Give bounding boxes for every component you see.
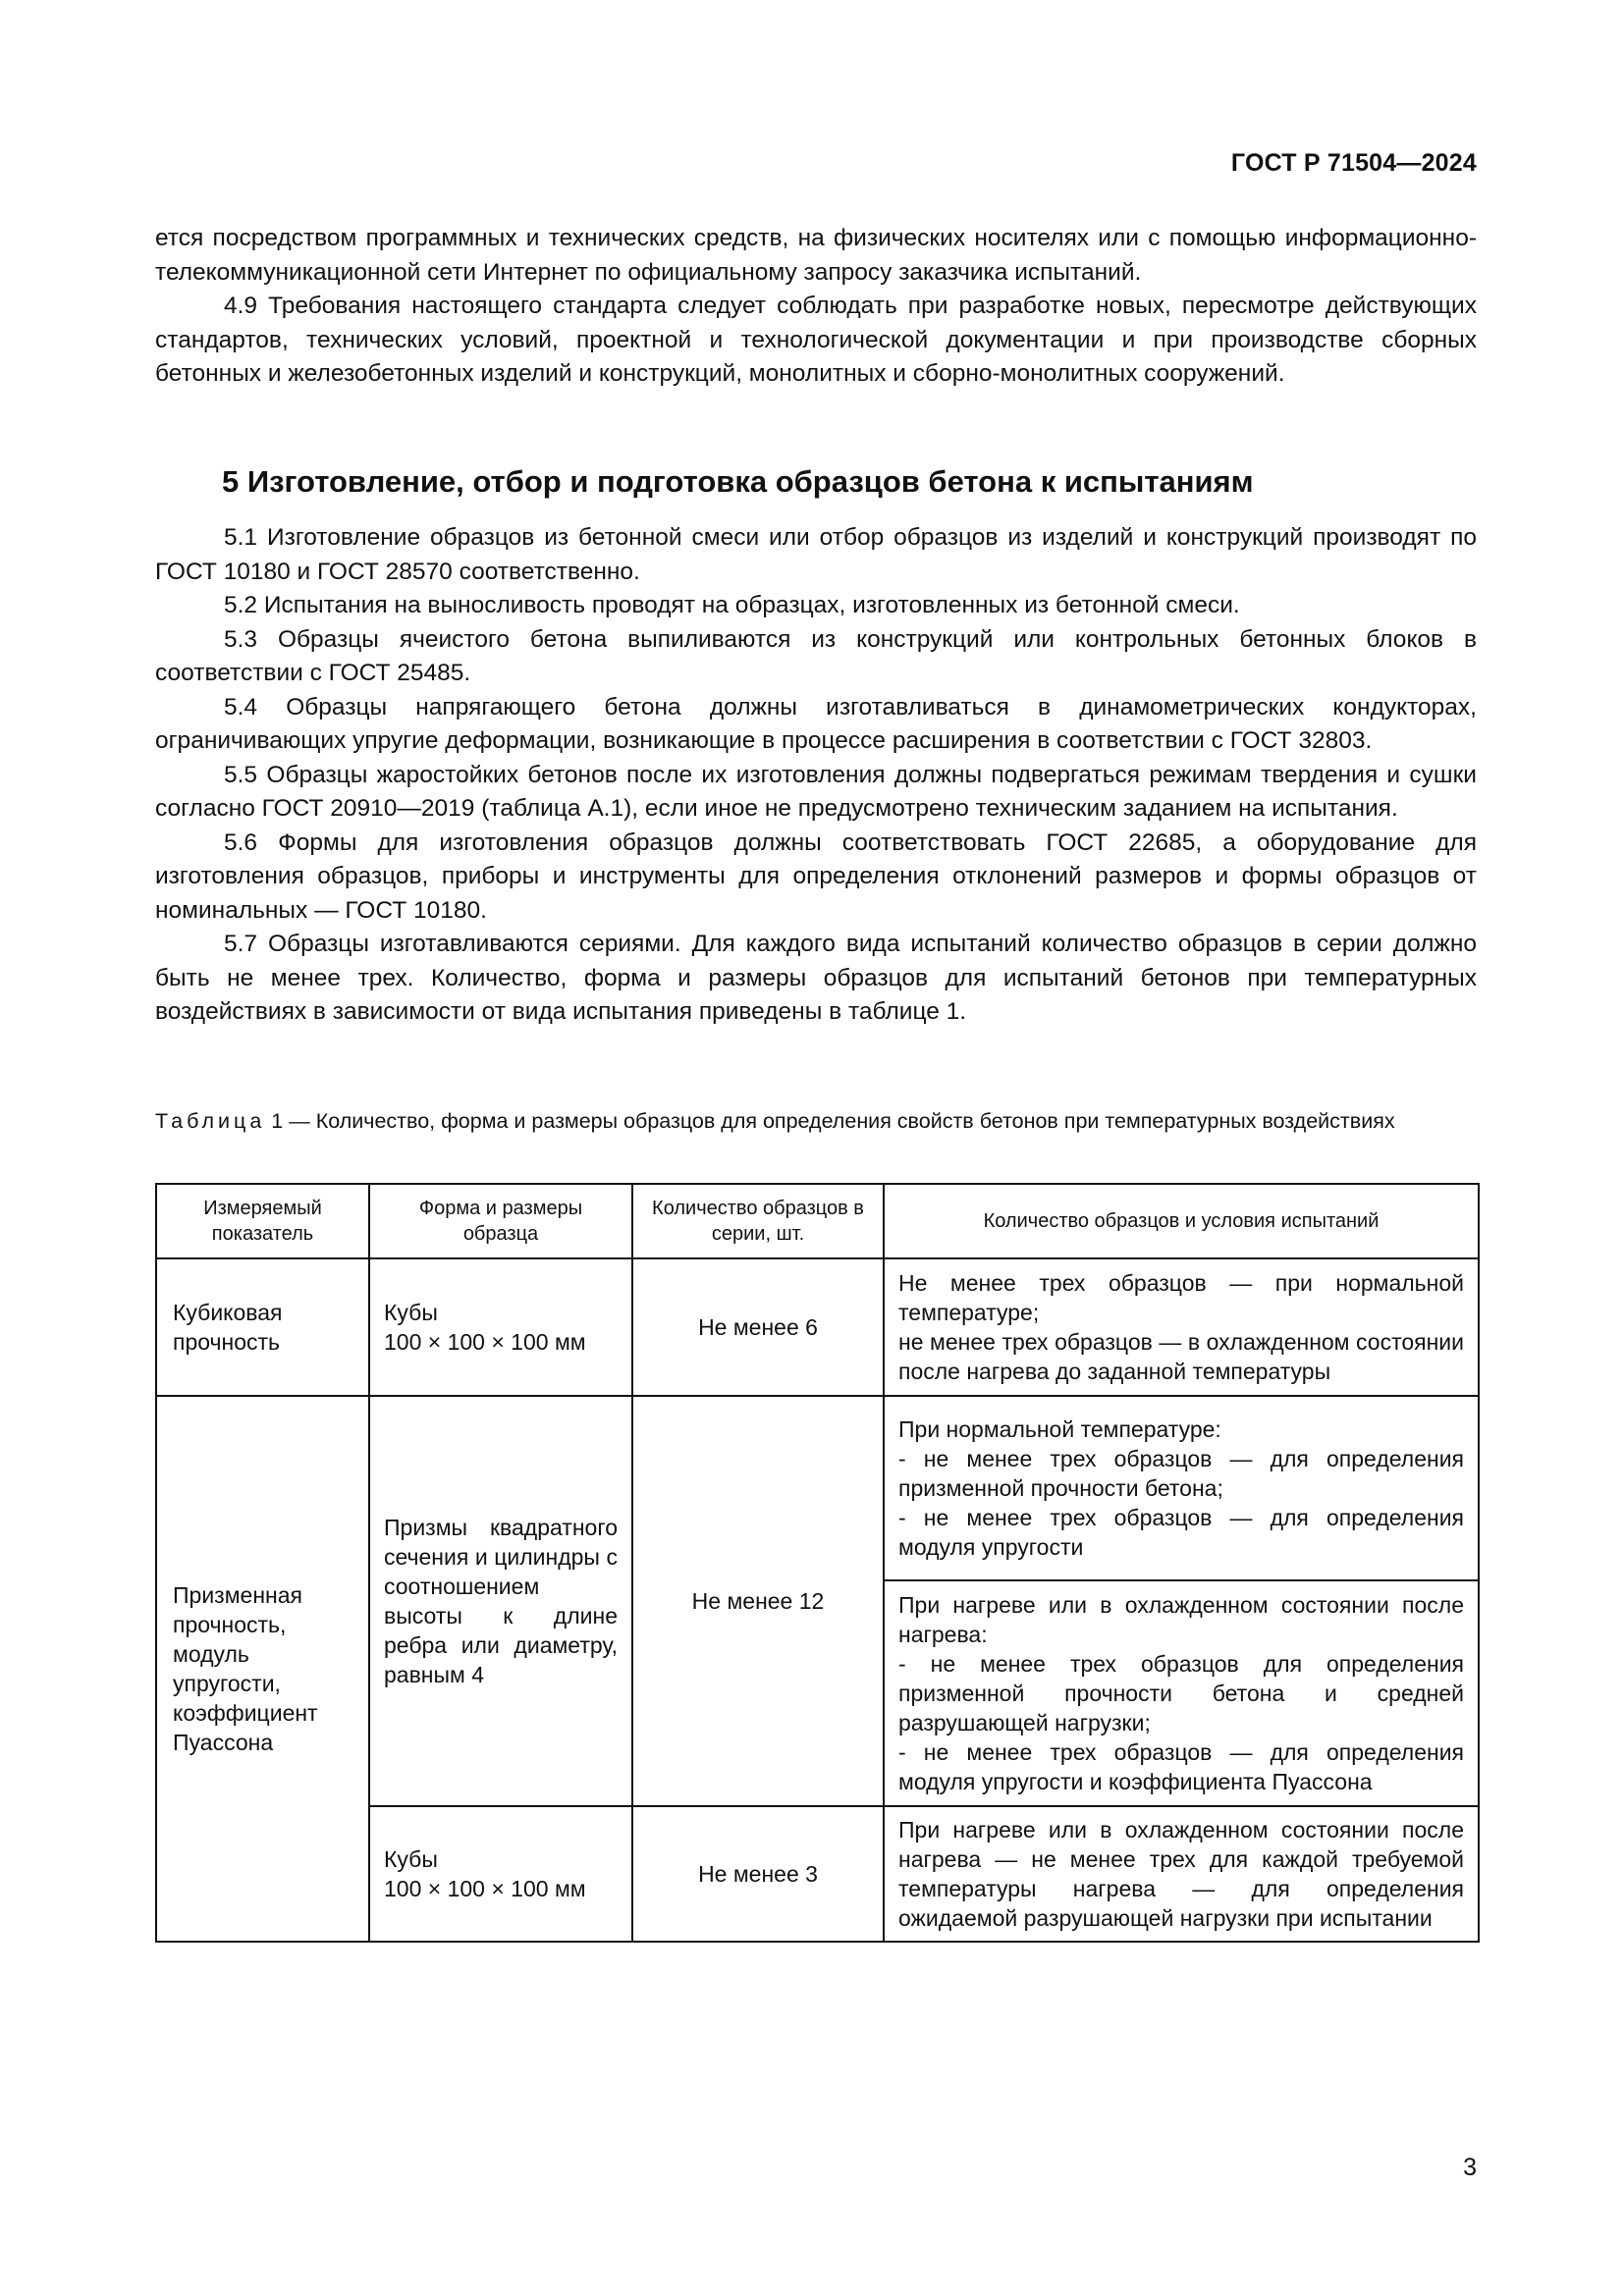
paragraph-5-5: 5.5 Образцы жаростойких бетонов после их изготовления должны подвергаться режимам твердения и сушки согласно ГОСТ 20910—2019 (таблица А.1), если иное не предусмотрено техническим заданием на испытания. [155,761,1477,822]
header-conditions: Количество образцов и условия испытаний [884,1184,1479,1258]
cell-form-prism: Призмы квадратного сечения и цилиндры с соотношением высоты к длине ребра или диаметру, равным 4 [369,1396,632,1806]
paragraph-5-1: 5.1 Изготовление образцов из бетонной смеси или отбор образцов из изделий и конструкций производят по ГОСТ 10180 и ГОСТ 28570 соответственно. [155,524,1477,585]
section-5-title: 5 Изготовление, отбор и подготовка образцов бетона к испытаниям [222,464,1254,499]
cell-count-prism: Не менее 12 [632,1396,884,1806]
cell-form-cube-line2: 100 × 100 × 100 мм [384,1876,586,1901]
cell-form-cube [369,1806,632,1942]
paragraph-4-8-tail: ется посредством программных и технических средств, на физических носителях или с помощью информационно-телекоммуникационной сети Интернет по официальному запросу заказчика испытаний. [155,225,1477,286]
header-indicator: Измеряемый показатель [156,1184,369,1258]
cell-indicator: Кубиковая прочность [156,1258,369,1396]
header-form: Форма и размеры образца [369,1184,632,1258]
table-row-cube-strength [156,1258,1479,1396]
continuation-text [155,222,1477,392]
paragraph-5-4: 5.4 Образцы напрягающего бетона должны изготавливаться в динамометрических кондукторах, ограничивающих упругие деформации, возникающие в процессе расширения в соответствии с ГОСТ 32803. [155,693,1477,754]
table-caption-label: Таблица [155,1109,266,1133]
cell-conditions-heated: При нагреве или в охлажденном состоянии после нагрева: - не менее трех образцов для определения призменной прочности бетона и средней разрушающей нагрузки; - не менее трех образцов — для определения модуля упругости и коэффициента Пуассона [884,1580,1479,1806]
table-header-row [156,1184,1479,1258]
cell-count: Не менее 6 [632,1258,884,1396]
cell-count-cube: Не менее 3 [632,1806,884,1942]
table-caption-text: 1 — Количество, форма и размеры образцов для определения свойств бетонов при температурных воздействиях [265,1109,1395,1133]
table-caption [155,1107,1477,1136]
paragraph-4-9: 4.9 Требования настоящего стандарта следует соблюдать при разработке новых, пересмотре действующих стандартов, технических условий, проектной и технологической документации и при производстве сборных бетонных и железобетонных изделий и конструкций, монолитных и сборно-монолитных сооружений. [155,293,1477,387]
cell-conditions-cube: При нагреве или в охлажденном состоянии после нагрева — не менее трех для каждой требуемой температуры нагрева — для определения ожидаемой разрушающей нагрузки при испытании [884,1806,1479,1942]
paragraph-5-6: 5.6 Формы для изготовления образцов должны соответствовать ГОСТ 22685, а оборудование для изготовления образцов, приборы и инструменты для определения отклонений размеров и формы образцов от номинальных — ГОСТ 10180. [155,828,1477,924]
cell-conditions: Не менее трех образцов — при нормальной температуре; не менее трех образцов — в охлажденном состоянии после нагрева до заданной температуры [884,1258,1479,1396]
page-number: 3 [1463,2154,1477,2181]
table-1 [155,1183,1480,1943]
table-row-prism-normal [156,1396,1479,1580]
section-5-body [155,521,1477,1030]
cell-conditions-normal: При нормальной температуре: - не менее трех образцов — для определения призменной прочности бетона; - не менее трех образцов — для определения модуля упругости [884,1396,1479,1580]
cell-form-line1: Кубы [384,1300,438,1325]
header-count: Количество образцов в серии, шт. [632,1184,884,1258]
document-code: ГОСТ Р 71504—2024 [1230,149,1477,177]
paragraph-5-7: 5.7 Образцы изготавливаются сериями. Для каждого вида испытаний количество образцов в серии должно быть не менее трех. Количество, форма и размеры образцов для испытаний бетонов при температурных воздействиях в зависимости от вида испытания приведены в таблице 1. [155,931,1477,1025]
cell-form [369,1258,632,1396]
cell-form-line2: 100 × 100 × 100 мм [384,1329,586,1355]
cell-form-cube-line1: Кубы [384,1846,438,1872]
cell-indicator-prism: Призменная прочность, модуль упругости, коэффициент Пуассона [156,1396,369,1942]
paragraph-5-3: 5.3 Образцы ячеистого бетона выпиливаются из конструкций или контрольных бетонных блоков в соответствии с ГОСТ 25485. [155,625,1477,686]
paragraph-5-2: 5.2 Испытания на выносливость проводят на образцах, изготовленных из бетонной смеси. [224,592,1240,618]
